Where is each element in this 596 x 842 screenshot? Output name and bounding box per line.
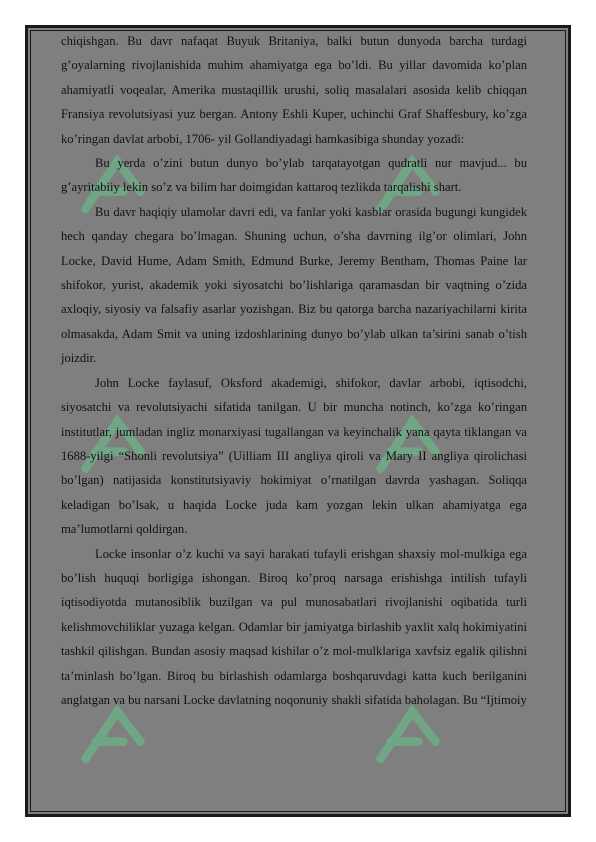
paragraph-continuation: chiqishgan. Bu davr nafaqat Buyuk Britaniya, balki butun dunyoda barcha turdagi g’oyalarning rivojlanishida muhim ahamiyatga ega bo’ldi. Bu yillar davomida ko’plan ahamiyatli voqealar, Amerika mustaqillik urushi, soliq masalalari asosida kelib chiqqan Fransiya revolutsiyasi yuz bergan. Antony Eshli Kuper, uchinchi Graf Shaffesbury, ko’zga ko’ringan davlat arbobi, 1706- yil Gollandiyadagi hamkasibiga shunday yozadi: <box>61 34 527 146</box>
document-body <box>61 29 527 712</box>
paragraph-locke-bio: John Locke faylasuf, Oksford akademigi, shifokor, davlar arbobi, iqtisodchi, siyosatchi va revolutsiyachi sifatida tanilgan. U bir muncha notinch, ko’zga ko’ringan institutlar, jumladan ingliz monarxiyasi tugallangan va keyinchalik yana qayta tiklangan va 1688-yilgi “Shonli revolutsiya” (Uilliam III angliya qiroli va Mary II angliya qirolichasi bo’lgan) natijasida konstitutsiyaviy hokimiyat o’rnatilgan davrda yashagan. Soliqqa keladigan bo’lsak, u haqida Locke juda kam yozgan lekin ulkan ahamiyatga ega ma’lumotlarni qoldirgan. <box>61 375 527 537</box>
paragraph-scholars: Bu davr haqiqiy ulamolar davri edi, va fanlar yoki kasblar orasida bugungi kungidek hech qanday chegara bo’lmagan. Shuning uchun, o’sha davrning ilg’or olimlari, John Locke, David Hume, Adam Smith, Edmund Burke, Jeremy Bentham, Thomas Paine lar shifokor, yurist, akademik yoki siyosatchi bo’lishlariga qaramasdan bir vaqtning o’zida axloqiy, siyosiy va falsafiy asarlar yozishgan. Biz bu qatorga barcha nazariyachilarni kirita olmasakda, Adam Smit va uning izdoshlarining dunyo bo’ylab ulkan ta’sirini sanab o’tish joizdir. <box>61 204 527 366</box>
paragraph-quote: Bu yerda o’zini butun dunyo bo’ylab tarqatayotgan qudratli nur mavjud... bu g’ayritabiiy lekin so’z va bilim har doimgidan kattaroq tezlikda tarqalishi shart. <box>61 156 527 195</box>
paragraph-locke-property: Locke insonlar o’z kuchi va sayi harakati tufayli erishgan shaxsiy mol-mulkiga ega bo’lish huquqi borligiga ishongan. Biroq ko’proq narsaga erishishga intilish tufayli iqtisodiyotda mutanosiblik buzilgan va pul munosabatlari rivojlanishi oqibatida turli kelishmovchiliklar yuzaga kelgan. Odamlar bir jamiyatga birlashib yaxlit xalq hokimiyatini tashkil qilishgan. Bundan asosiy maqsad kishilar o’z mol-mulklariga xavfsiz egalik qilishni ta’minlash bo’lgan. Biroq bu birlashish odamlarga boshqaruvdagi katta kuch berilganini anglatgan va bu narsani Locke davlatning noqonuniy shakli sifatida baholagan. Bu “Ijtimoiy <box>61 546 527 707</box>
